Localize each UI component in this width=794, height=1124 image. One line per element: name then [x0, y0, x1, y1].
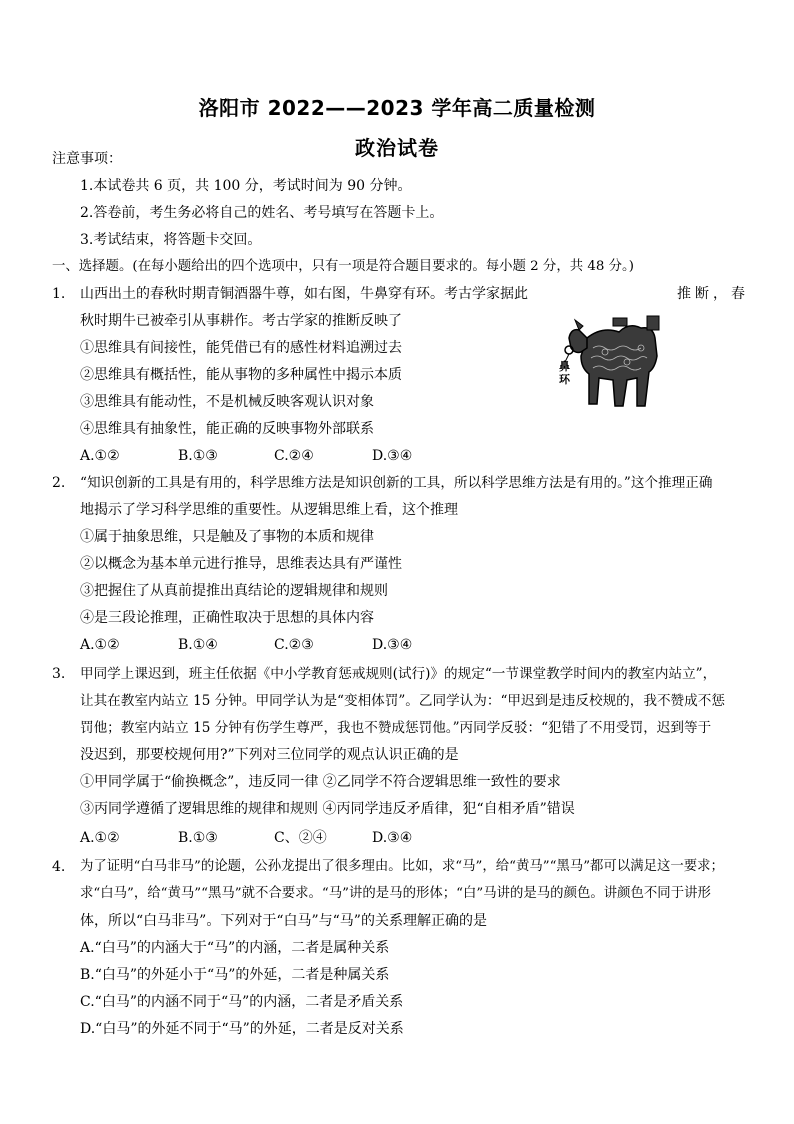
- option-c[interactable]: C、②④: [274, 830, 327, 846]
- question-stem: 地揭示了学习科学思维的重要性。从逻辑思维上看，这个推理: [80, 502, 458, 518]
- statement: ④思维具有抽象性，能正确的反映事物外部联系: [80, 421, 374, 437]
- option-b[interactable]: B.①④: [178, 637, 218, 653]
- notice-item: 2.答卷前，考生务必将自己的姓名、考号填写在答题卡上。: [80, 205, 444, 221]
- section-heading: 一、选择题。(在每小题给出的四个选项中，只有一项是符合题目要求的。每小题 2 分，共 48 分。): [52, 259, 634, 274]
- option-a[interactable]: A.①②: [80, 830, 120, 846]
- option-d[interactable]: D.“白马”的外延不同于“马”的外延，二者是反对关系: [80, 1021, 404, 1037]
- option-b[interactable]: B.“白马”的外延小于“马”的外延，二者是种属关系: [80, 967, 390, 983]
- option-a[interactable]: A.①②: [80, 448, 120, 464]
- statement: ③把握住了从真前提推出真结论的逻辑规律和规则: [80, 583, 388, 599]
- nose-ring-label: 鼻环: [559, 360, 570, 386]
- question-stem: 推断，春: [677, 286, 749, 302]
- statement: ①思维具有间接性，能凭借已有的感性材料追溯过去: [80, 340, 402, 356]
- option-c[interactable]: C.②④: [274, 448, 314, 464]
- question-stem: 秋时期牛已被牵引从事耕作。考古学家的推断反映了: [80, 313, 402, 329]
- notice-item: 1.本试卷共 6 页，共 100 分，考试时间为 90 分钟。: [80, 178, 412, 194]
- option-a[interactable]: A.“白马”的内涵大于“马”的内涵，二者是属种关系: [80, 940, 390, 956]
- question-number: 2.: [52, 475, 66, 491]
- option-c[interactable]: C.“白马”的内涵不同于“马”的内涵，二者是矛盾关系: [80, 994, 404, 1010]
- question-stem: 为了证明“白马非马”的论题，公孙龙提出了很多理由。比如，求“马”，给“黄马”“黑马”都可以满足这一要求；: [80, 859, 724, 874]
- question-number: 4.: [52, 859, 66, 875]
- statement: ③思维具有能动性，不是机械反映客观认识对象: [80, 394, 374, 410]
- question-stem: “知识创新的工具是有用的，科学思维方法是知识创新的工具，所以科学思维方法是有用的。”这个推理正确: [80, 475, 713, 491]
- option-b[interactable]: B.①③: [178, 830, 218, 846]
- question-stem: 甲同学上课迟到，班主任依据《中小学教育惩戒规则(试行)》的规定“一节课堂教学时间内的教室内站立”，: [80, 666, 717, 682]
- exam-title: 洛阳市 2022——2023 学年高二质量检测: [198, 96, 596, 120]
- question-stem: 山西出土的春秋时期青铜酒器牛尊，如右图，牛鼻穿有环。考古学家据此: [80, 286, 528, 302]
- option-d[interactable]: D.③④: [372, 830, 413, 846]
- statement: ②思维具有概括性，能从事物的多种属性中揭示本质: [80, 367, 402, 383]
- question-stem: 罚他；教室内站立 15 分钟有伤学生尊严，我也不赞成惩罚他。”丙同学反驳：“犯错了不用受罚，迟到等于: [80, 720, 712, 736]
- bronze-ox-image: [557, 308, 669, 412]
- question-stem: 没迟到，那要校规何用?”下列对三位同学的观点认识正确的是: [80, 747, 459, 763]
- question-stem: 体，所以“白马非马”。下列对于“白马”与“马”的关系理解正确的是: [80, 913, 487, 929]
- question-number: 3.: [52, 666, 66, 682]
- statement: ①甲同学属于“偷换概念”，违反同一律 ②乙同学不符合逻辑思维一致性的要求: [80, 774, 561, 790]
- option-b[interactable]: B.①③: [178, 448, 218, 464]
- statement: ②以概念为基本单元进行推导，思维表达具有严谨性: [80, 556, 402, 572]
- notice-item: 3.考试结束，将答题卡交回。: [80, 232, 262, 248]
- exam-subtitle: 政治试卷: [355, 136, 439, 160]
- notice-heading: 注意事项：: [52, 151, 122, 167]
- statement: ①属于抽象思维，只是触及了事物的本质和规律: [80, 529, 374, 545]
- option-d[interactable]: D.③④: [372, 448, 413, 464]
- statement: ③丙同学遵循了逻辑思维的规律和规则 ④丙同学违反矛盾律，犯“自相矛盾”错误: [80, 801, 575, 817]
- option-d[interactable]: D.③④: [372, 637, 413, 653]
- option-c[interactable]: C.②③: [274, 637, 314, 653]
- question-number: 1.: [52, 286, 66, 302]
- statement: ④是三段论推理，正确性取决于思想的具体内容: [80, 610, 374, 626]
- option-a[interactable]: A.①②: [80, 637, 120, 653]
- question-stem: 求“白马”，给“黄马”“黑马”就不合要求。“马”讲的是马的形体；“白”马讲的是马的颜色。讲颜色不同于讲形: [80, 886, 711, 901]
- question-stem: 让其在教室内站立 15 分钟。甲同学认为是“变相体罚”。乙同学认为：“甲迟到是违反校规的，我不赞成不惩: [80, 693, 725, 709]
